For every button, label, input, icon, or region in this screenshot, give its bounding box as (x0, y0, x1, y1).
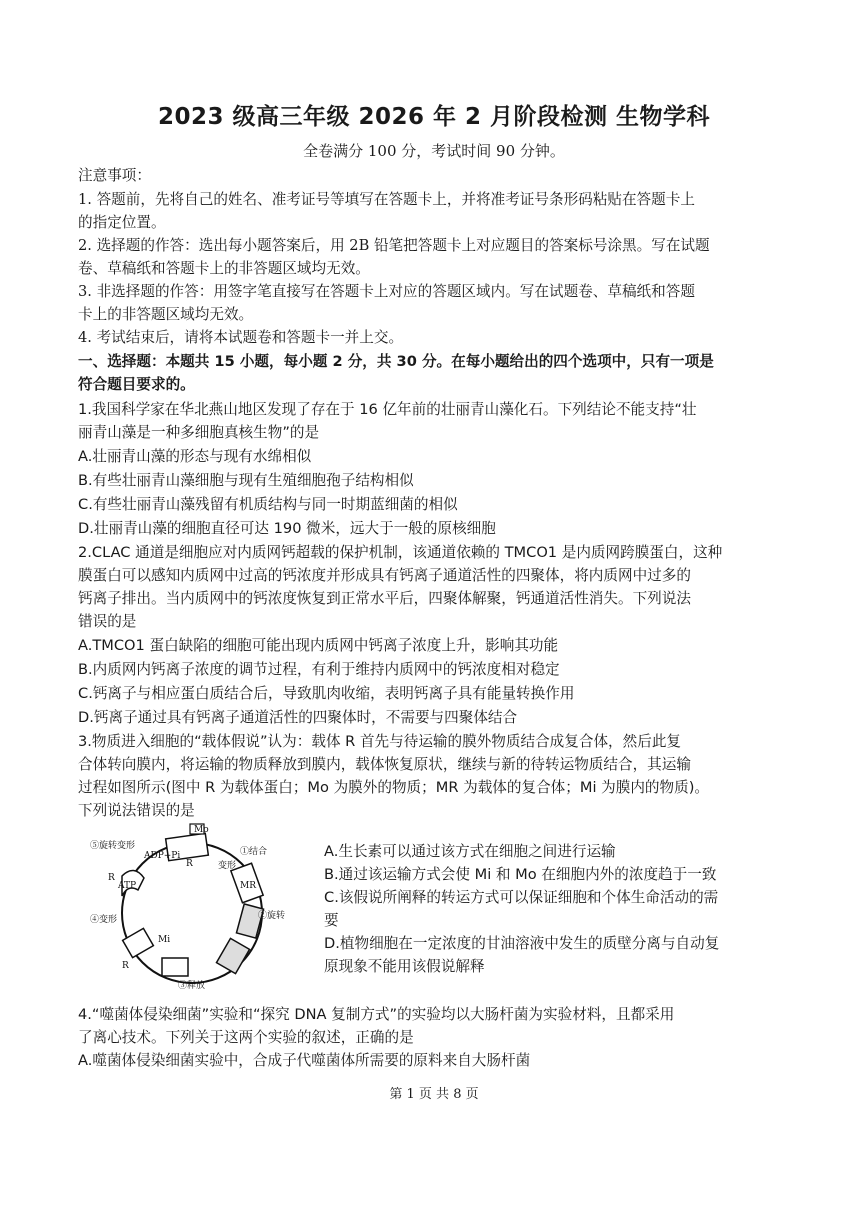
page-subtitle: 全卷满分 100 分，考试时间 90 分钟。 (303, 142, 565, 160)
notes-heading: 注意事项： (78, 167, 151, 184)
diagram-label: ②旋转 (258, 911, 286, 921)
notes-line: 的指定位置。 (78, 214, 166, 231)
question-4-stem: 4.“噬菌体侵染细菌”实验和“探究 DNA 复制方式”的实验均以大肠杆菌为实验材料，且都采用 (78, 1006, 675, 1023)
question-1-stem: 丽青山藻是一种多细胞真核生物”的是 (78, 424, 320, 441)
diagram-label: ATP (118, 881, 137, 891)
diagram-label: Mo (194, 825, 209, 835)
question-2-stem: 2.CLAC 通道是细胞应对内质网钙超载的保护机制，该通道依赖的 TMCO1 是内质网跨膜蛋白，这种 (78, 544, 723, 561)
question-2-stem: 膜蛋白可以感知内质网中过高的钙浓度并形成具有钙离子通道活性的四聚体，将内质网中过多的 (78, 567, 691, 584)
section-heading: 一、选择题：本题共 15 小题，每小题 2 分，共 30 分。在每小题给出的四个选项中，只有一项是 (78, 353, 714, 370)
diagram-label: R (122, 961, 129, 971)
diagram-label: ADP+Pi (144, 851, 181, 861)
diagram-label: R (108, 873, 115, 883)
question-2-option: C.钙离子与相应蛋白质结合后，导致肌肉收缩，表明钙离子具有能量转换作用 (78, 685, 575, 702)
diagram-label: ⑤旋转变形 (90, 841, 136, 851)
question-4-stem: 了离心技术。下列关于这两个实验的叙述，正确的是 (78, 1029, 414, 1046)
page-title: 2023 级高三年级 2026 年 2 月阶段检测 生物学科 (157, 104, 711, 130)
diagram-label: ①结合 (240, 847, 268, 857)
diagram-label: 变形 (218, 861, 237, 871)
question-3-option: C.该假说所阐释的转运方式可以保证细胞和个体生命活动的需 (324, 889, 719, 906)
question-2-option: D.钙离子通过具有钙离子通道活性的四聚体时，不需要与四聚体结合 (78, 709, 518, 726)
question-1-stem: 1.我国科学家在华北燕山地区发现了存在于 16 亿年前的壮丽青山藻化石。下列结论不能支持“壮 (78, 401, 697, 418)
question-4-option: A.噬菌体侵染细菌实验中，合成子代噬菌体所需要的原料来自大肠杆菌 (78, 1052, 531, 1069)
question-3-stem: 过程如图所示(图中 R 为载体蛋白；Mo 为膜外的物质；MR 为载体的复合体；Mi 为膜内的物质)。 (78, 779, 709, 796)
question-2-option: A.TMCO1 蛋白缺陷的细胞可能出现内质网中钙离子浓度上升，影响其功能 (78, 637, 559, 654)
diagram-label: ④变形 (90, 915, 118, 925)
carrier-cycle-diagram (82, 818, 302, 990)
question-3-option: D.植物细胞在一定浓度的甘油溶液中发生的质壁分离与自动复 (324, 935, 720, 952)
notes-line: 卷、草稿纸和答题卡上的非答题区域均无效。 (78, 260, 370, 277)
question-3-stem: 合体转向膜内，将运输的物质释放到膜内，载体恢复原状，继续与新的待转运物质结合，其运输 (78, 756, 691, 773)
question-2-stem: 错误的是 (78, 613, 137, 630)
diagram-label: MR (240, 881, 256, 891)
question-3-option: A.生长素可以通过该方式在细胞之间进行运输 (324, 843, 616, 860)
notes-line: 1. 答题前，先将自己的姓名、准考证号等填写在答题卡上，并将准考证号条形码粘贴在答题卡上 (78, 191, 695, 208)
question-3-stem: 下列说法错误的是 (78, 802, 195, 819)
diagram-label: R (186, 859, 193, 869)
question-3-option: B.通过该运输方式会使 Mi 和 Mo 在细胞内外的浓度趋于一致 (324, 866, 717, 883)
notes-line: 卡上的非答题区域均无效。 (78, 306, 254, 323)
notes-line: 4. 考试结束后，请将本试题卷和答题卡一并上交。 (78, 329, 404, 346)
question-3-stem: 3.物质进入细胞的“载体假说”认为：载体 R 首先与待运输的膜外物质结合成复合体，然后此复 (78, 733, 682, 750)
question-1-option: C.有些壮丽青山藻残留有机质结构与同一时期蓝细菌的相似 (78, 496, 458, 513)
notes-line: 2. 选择题的作答：选出每小题答案后，用 2B 铅笔把答题卡上对应题目的答案标号涂黑。写在试题 (78, 237, 710, 254)
section-heading: 符合题目要求的。 (78, 376, 195, 393)
diagram-label: Mi (158, 935, 171, 945)
question-2-stem: 钙离子排出。当内质网中的钙浓度恢复到正常水平后，四聚体解聚，钙通道活性消失。下列说法 (78, 590, 691, 607)
notes-line: 3. 非选择题的作答：用签字笔直接写在答题卡上对应的答题区域内。写在试题卷、草稿纸和答题 (78, 283, 695, 300)
question-1-option: D.壮丽青山藻的细胞直径可达 190 微米，远大于一般的原核细胞 (78, 520, 496, 537)
question-3-option: 原现象不能用该假说解释 (324, 958, 485, 975)
question-1-option: A.壮丽青山藻的形态与现有水绵相似 (78, 448, 312, 465)
page-number: 第 1 页 共 8 页 (389, 1087, 479, 1102)
question-3-option: 要 (324, 912, 339, 929)
question-2-option: B.内质网内钙离子浓度的调节过程，有利于维持内质网中的钙浓度相对稳定 (78, 661, 560, 678)
question-1-option: B.有些壮丽青山藻细胞与现有生殖细胞孢子结构相似 (78, 472, 414, 489)
diagram-label: ③释放 (178, 981, 206, 990)
